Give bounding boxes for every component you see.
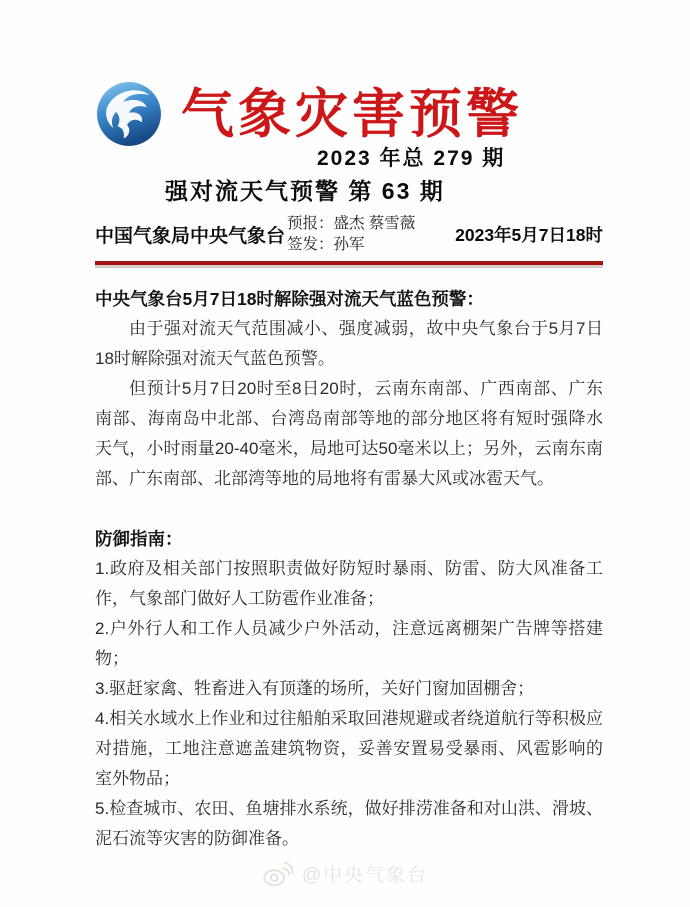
masthead xyxy=(95,80,603,148)
info-row xyxy=(95,213,603,255)
watermark-text: @中央气象台 xyxy=(301,865,429,886)
cma-logo-icon xyxy=(95,80,163,148)
weibo-icon xyxy=(262,860,294,887)
forecaster-line: 预报：盛杰 蔡雪薇 xyxy=(287,215,416,232)
guide-item-1: 1.政府及相关部门按照职责做好防短时暴雨、防雷、防大风准备工作，气象部门做好人工防雹作业准备； xyxy=(95,559,603,608)
guide-item-4: 4.相关水域水上作业和过往船舶采取回港规避或者绕道航行等积极应对措施，工地注意遮盖建筑物资，妥善安置易受暴雨、风雹影响的室外物品； xyxy=(95,709,603,788)
document-title: 气象灾害预警 xyxy=(181,83,523,145)
agency-name: 中国气象局中央气象台 xyxy=(95,225,286,247)
signer-line: 签发：孙军 xyxy=(287,236,365,253)
guide-item-2: 2.户外行人和工作人员减少户外活动，注意远离棚架广告牌等搭建物； xyxy=(95,619,603,668)
issue-number-line: 强对流天气预警 第 63 期 xyxy=(165,178,445,204)
red-divider xyxy=(95,261,603,265)
issue-year-line: 2023 年总 279 期 xyxy=(317,147,506,170)
guide-title: 防御指南： xyxy=(95,529,183,549)
paragraph-1: 由于强对流天气范围减小、强度减弱，故中央气象台于5月7日18时解除强对流天气蓝色预警。 xyxy=(95,319,603,368)
paragraph-2: 但预计5月7日20时至8日20时，云南东南部、广西南部、广东南部、海南岛中北部、台湾岛南部等地的部分地区将有短时强降水天气，小时雨量20-40毫米，局地可达50毫米以上；另外，云南东南部、广东南部、北部湾等地的局地将有雷暴大风或冰雹天气。 xyxy=(95,379,603,488)
document-content xyxy=(95,80,603,854)
guide-item-3: 3.驱赶家禽、牲畜进入有顶蓬的场所，关好门窗加固棚舍； xyxy=(95,679,535,698)
guide-item-5: 5.检查城市、农田、鱼塘排水系统，做好排涝准备和对山洪、滑坡、泥石流等灾害的防御准备。 xyxy=(95,799,603,848)
sign-block xyxy=(287,213,455,255)
issue-datetime: 2023年5月7日18时 xyxy=(455,224,603,245)
alert-headline: 中央气象台5月7日18时解除强对流天气蓝色预警： xyxy=(95,289,484,309)
watermark xyxy=(0,860,690,887)
